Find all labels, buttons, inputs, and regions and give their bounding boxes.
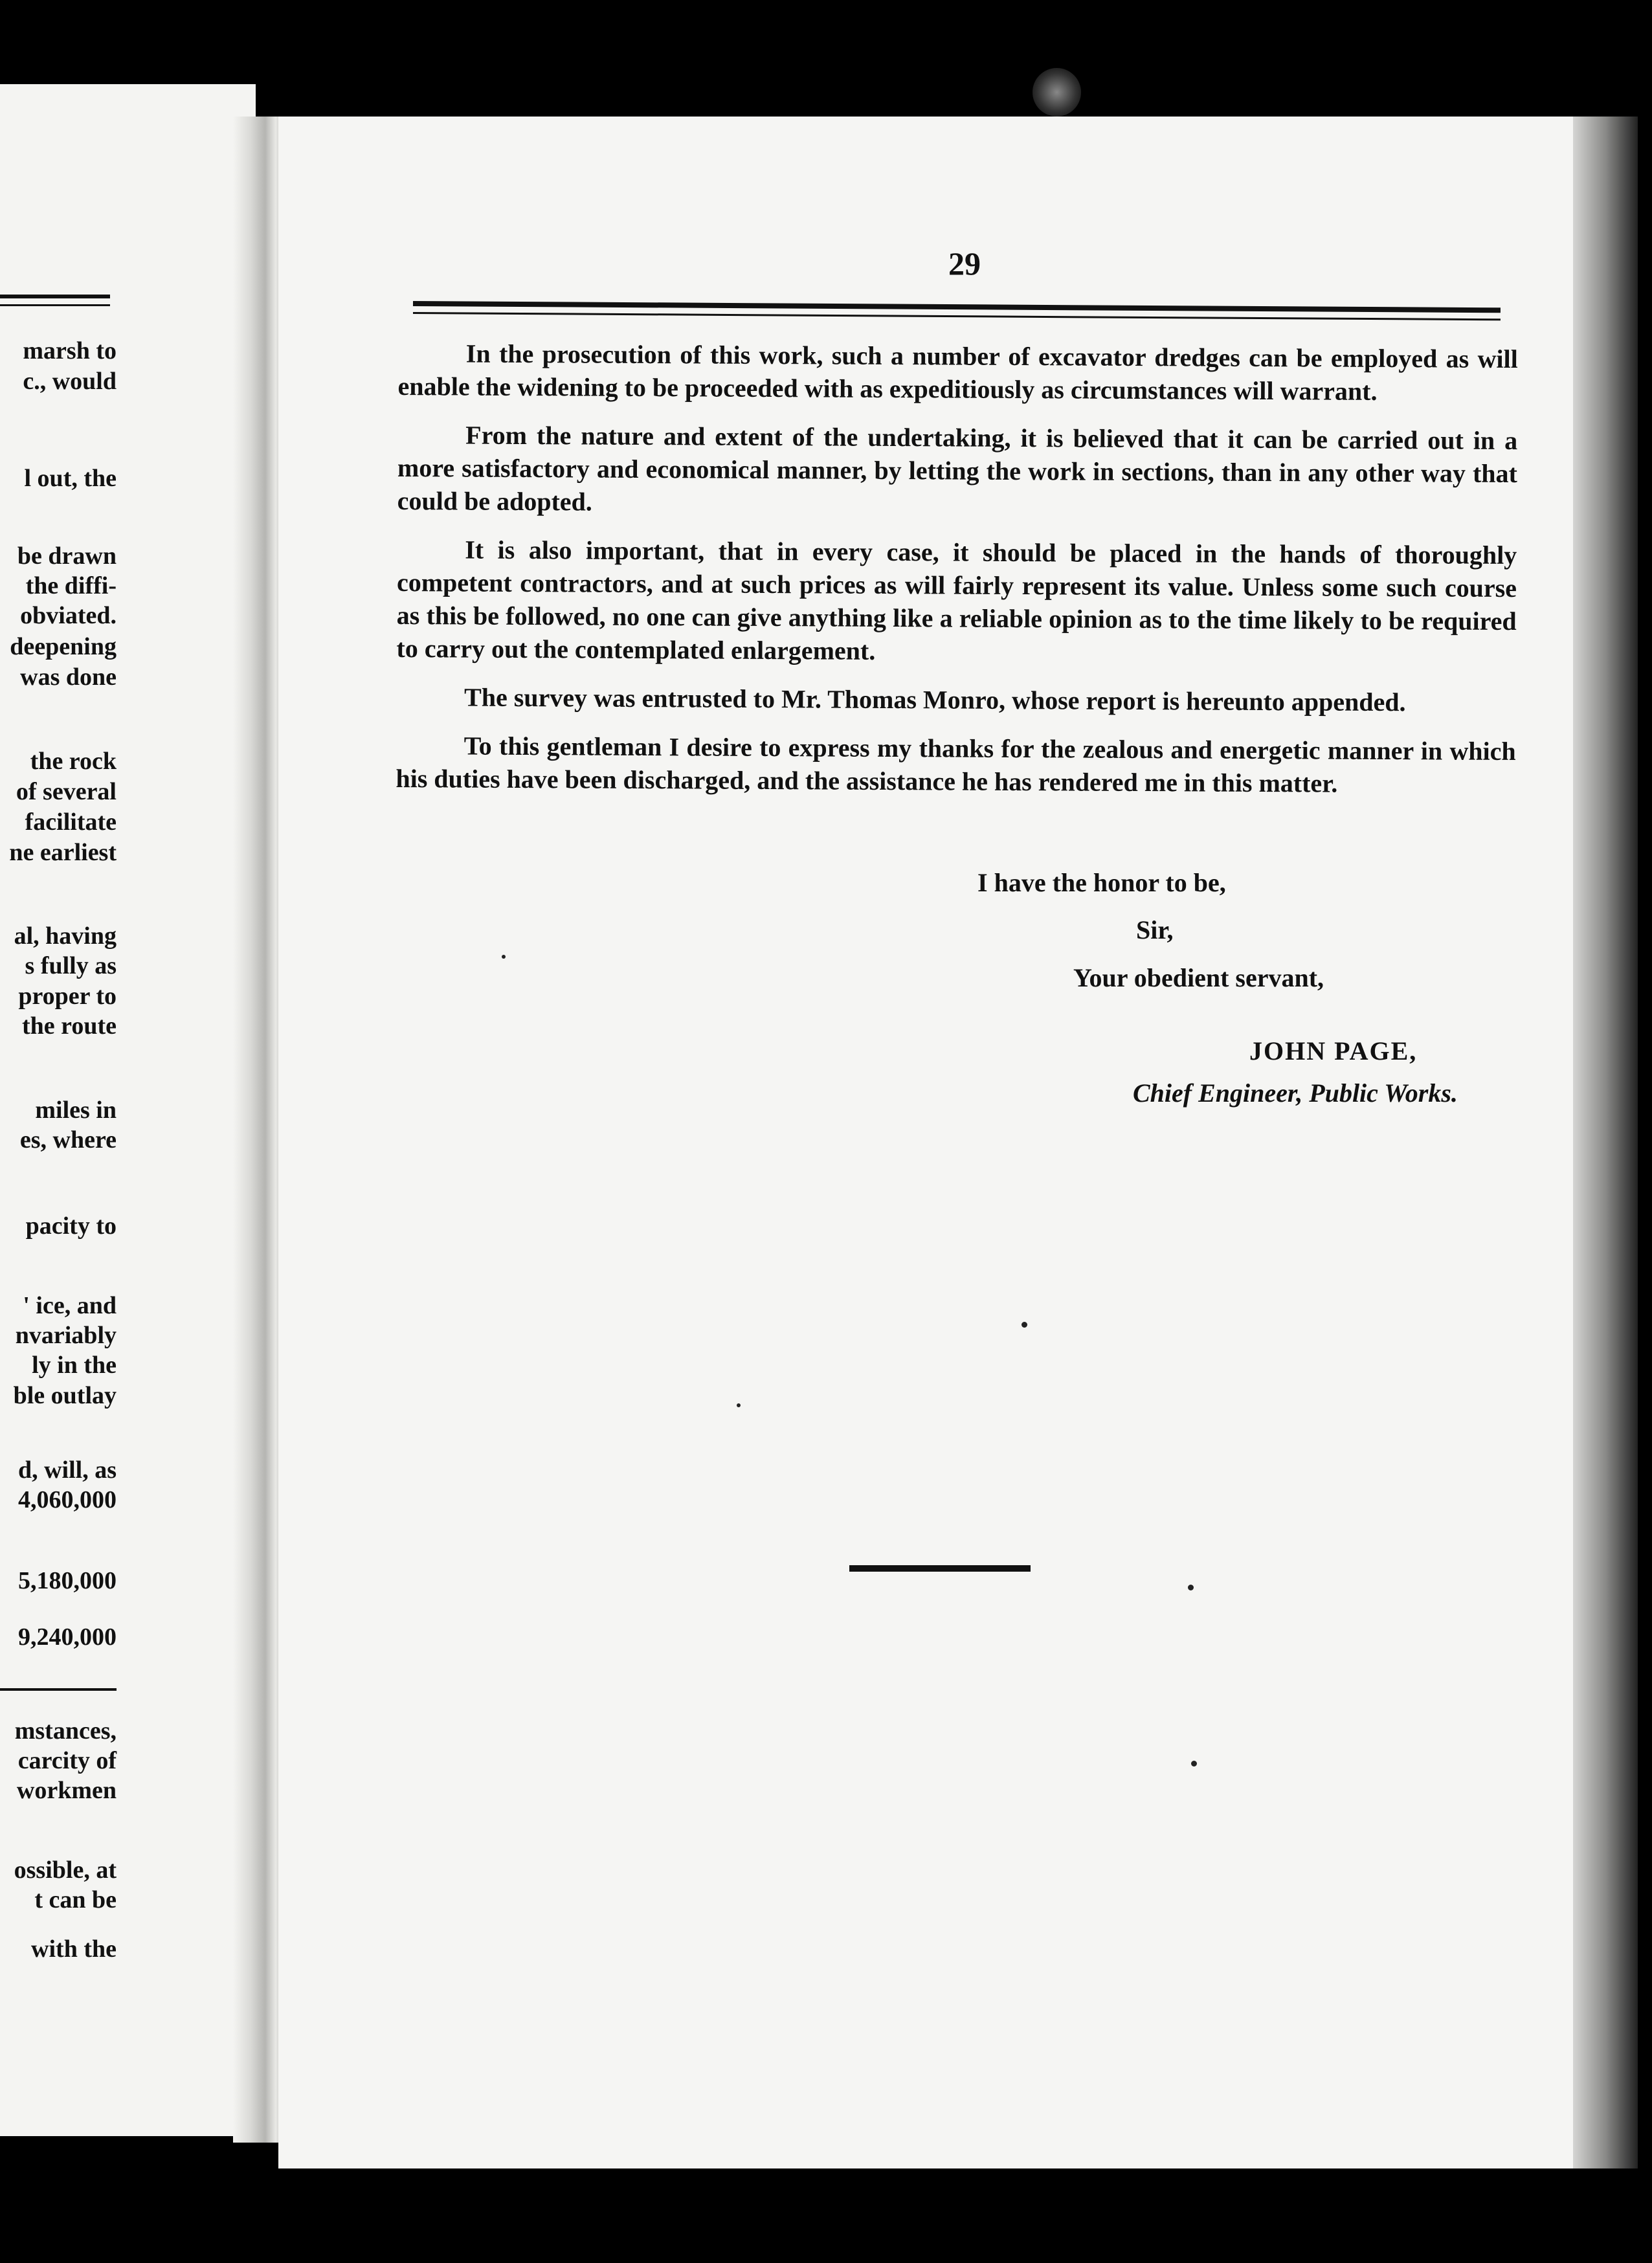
left-line: the route xyxy=(22,1012,117,1040)
closing-honor: I have the honor to be, xyxy=(977,868,1226,897)
left-sum-rule xyxy=(0,1688,117,1691)
left-page xyxy=(0,84,256,2136)
left-line: the diffi- xyxy=(25,572,117,599)
left-line: l out, the xyxy=(24,465,117,492)
left-line: ' ice, and xyxy=(23,1292,117,1319)
print-speck xyxy=(737,1403,741,1407)
print-speck xyxy=(502,955,506,959)
left-line: es, where xyxy=(19,1126,117,1154)
left-line: d, will, as xyxy=(17,1456,117,1484)
left-line: ble outlay xyxy=(13,1382,117,1409)
left-line: with the xyxy=(31,1935,117,1963)
left-line: t can be xyxy=(34,1886,117,1913)
paragraph-thanks: To this gentleman I desire to express my thanks for the zealous and energetic manner in which his duties have been discharged, and the assistance he has rendered me in this matter. xyxy=(396,731,1516,798)
left-line: nvariably xyxy=(15,1322,117,1349)
page-edge-shadow xyxy=(1573,117,1638,2168)
left-line: miles in xyxy=(35,1097,117,1124)
left-line: ne earliest xyxy=(9,839,117,866)
left-line: ly in the xyxy=(32,1352,117,1379)
left-line: of several xyxy=(16,778,117,805)
left-line: 5,180,000 xyxy=(18,1567,117,1594)
left-line: was done xyxy=(20,663,117,691)
left-line: c., would xyxy=(23,368,117,395)
left-line: facilitate xyxy=(25,808,117,836)
left-line: 4,060,000 xyxy=(18,1486,117,1513)
paragraph-undertaking: From the nature and extent of the undertaking, it is believed that it can be carried out in a more satisfactory and economical manner, by letting the work in sections, than in any other way that could be adopted. xyxy=(397,420,1518,517)
left-line: marsh to xyxy=(23,337,117,364)
signatory-title: Chief Engineer, Public Works. xyxy=(1133,1078,1458,1108)
left-line: s fully as xyxy=(25,952,117,979)
page-number: 29 xyxy=(948,245,981,282)
camera-glare xyxy=(1032,68,1081,117)
paragraph-survey: The survey was entrusted to Mr. Thomas Monro, whose report is hereunto appended. xyxy=(463,682,1406,717)
left-line: mstances, xyxy=(14,1717,117,1745)
left-line: obviated. xyxy=(20,602,117,629)
left-header-rule-thin xyxy=(0,304,110,306)
body-text xyxy=(396,337,1518,816)
left-line: workmen xyxy=(16,1777,117,1804)
paragraph-excavator-dredges: In the prosecution of this work, such a number of excavator dredges can be employed as will enable the widening to be proceeded with as expeditiously as circumstances will warrant. xyxy=(397,339,1518,406)
end-rule xyxy=(849,1565,1031,1572)
left-line: proper to xyxy=(18,983,117,1010)
left-line: the rock xyxy=(30,748,117,775)
left-line: pacity to xyxy=(25,1212,117,1240)
closing-valediction: Your obedient servant, xyxy=(1073,963,1324,992)
left-line: 9,240,000 xyxy=(18,1623,117,1651)
paragraph-contractors: It is also important, that in every case, it should be placed in the hands of thoroughly competent contractors, and at such prices as will fairly represent its value. Unless some such course as this be followed, no one can give anything like a reliable opinion as to the time likely to be required to carry out the contemplated enlargement. xyxy=(396,535,1517,665)
print-speck xyxy=(1021,1322,1027,1328)
left-line: be drawn xyxy=(17,542,117,570)
left-line: ossible, at xyxy=(14,1856,117,1884)
print-speck xyxy=(1191,1761,1197,1767)
left-line: al, having xyxy=(14,922,117,950)
closing-salutation: Sir, xyxy=(1136,915,1174,944)
left-line: carcity of xyxy=(17,1747,117,1774)
signatory-name: JOHN PAGE, xyxy=(1249,1036,1418,1065)
print-speck xyxy=(1188,1585,1194,1590)
left-line: deepening xyxy=(10,633,117,660)
left-header-rule-thick xyxy=(0,295,110,298)
